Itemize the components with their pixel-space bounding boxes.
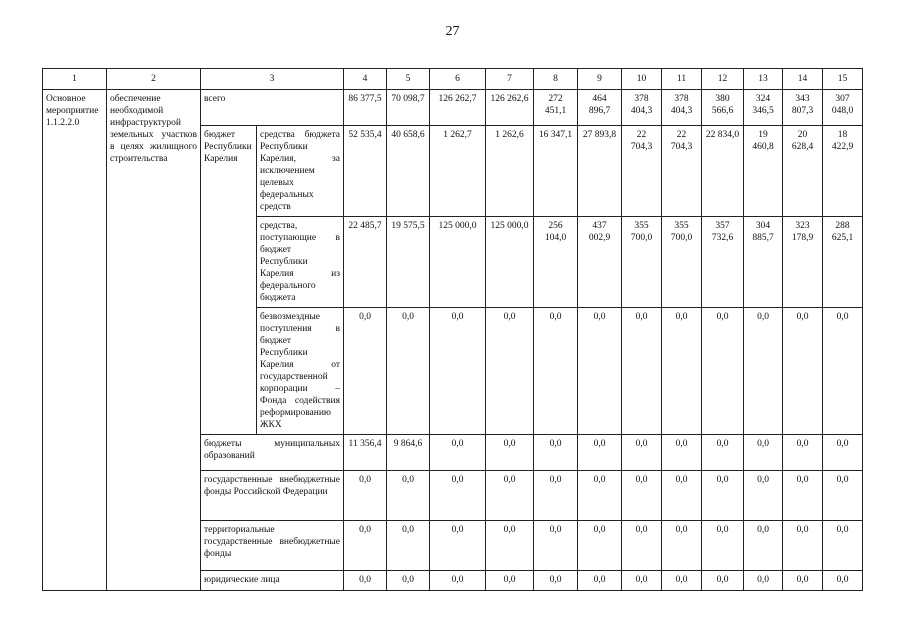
row-label: всего: [201, 90, 344, 126]
header-cell: 5: [387, 69, 430, 90]
value-cell: 0,0: [387, 471, 430, 521]
value-cell: 0,0: [622, 471, 662, 521]
page-number: 27: [445, 24, 460, 39]
value-cell: 22 834,0: [702, 126, 744, 217]
value-cell: 378 404,3: [622, 90, 662, 126]
value-cell: 0,0: [486, 471, 534, 521]
value-cell: 288 625,1: [823, 217, 863, 308]
value-cell: 0,0: [783, 521, 823, 571]
header-cell: 10: [622, 69, 662, 90]
value-cell: 0,0: [534, 435, 578, 471]
row-label: безвозмездные поступления в бюджет Республики Карелия от государственной корпорации – Фонда содействия реформированию ЖКХ: [257, 308, 344, 435]
value-cell: 256 104,0: [534, 217, 578, 308]
value-cell: 0,0: [622, 571, 662, 591]
value-cell: 0,0: [486, 521, 534, 571]
value-cell: 0,0: [702, 521, 744, 571]
row-label: территориальные государственные внебюджетные фонды: [201, 521, 344, 571]
value-cell: 0,0: [534, 471, 578, 521]
value-cell: 125 000,0: [430, 217, 486, 308]
value-cell: 0,0: [702, 471, 744, 521]
value-cell: 343 807,3: [783, 90, 823, 126]
value-cell: 20 628,4: [783, 126, 823, 217]
header-cell: 11: [662, 69, 702, 90]
value-cell: 0,0: [622, 308, 662, 435]
value-cell: 378 404,3: [662, 90, 702, 126]
value-cell: 86 377,5: [344, 90, 387, 126]
value-cell: 0,0: [823, 308, 863, 435]
value-cell: 0,0: [486, 435, 534, 471]
header-cell: 8: [534, 69, 578, 90]
value-cell: 0,0: [783, 571, 823, 591]
value-cell: 0,0: [622, 435, 662, 471]
value-cell: 0,0: [578, 471, 622, 521]
value-cell: 0,0: [430, 471, 486, 521]
value-cell: 0,0: [823, 521, 863, 571]
value-cell: 0,0: [823, 435, 863, 471]
value-cell: 11 356,4: [344, 435, 387, 471]
value-cell: 0,0: [430, 435, 486, 471]
row-label: юридические лица: [201, 571, 344, 591]
value-cell: 0,0: [662, 435, 702, 471]
value-cell: 0,0: [702, 435, 744, 471]
value-cell: 355 700,0: [622, 217, 662, 308]
value-cell: 0,0: [578, 571, 622, 591]
header-cell: 3: [201, 69, 344, 90]
value-cell: 0,0: [662, 471, 702, 521]
value-cell: 0,0: [344, 308, 387, 435]
value-cell: 0,0: [783, 435, 823, 471]
value-cell: 19 575,5: [387, 217, 430, 308]
value-cell: 437 002,9: [578, 217, 622, 308]
value-cell: 126 262,7: [430, 90, 486, 126]
value-cell: 0,0: [430, 308, 486, 435]
value-cell: 0,0: [823, 571, 863, 591]
value-cell: 19 460,8: [744, 126, 783, 217]
value-cell: 0,0: [783, 308, 823, 435]
value-cell: 0,0: [662, 308, 702, 435]
row-label: средства, поступающие в бюджет Республики Карелия из федерального бюджета: [257, 217, 344, 308]
value-cell: 304 885,7: [744, 217, 783, 308]
row-label: государственные внебюджетные фонды Российской Федерации: [201, 471, 344, 521]
value-cell: 380 566,6: [702, 90, 744, 126]
value-cell: 357 732,6: [702, 217, 744, 308]
header-cell: 15: [823, 69, 863, 90]
value-cell: 0,0: [823, 471, 863, 521]
value-cell: 52 535,4: [344, 126, 387, 217]
value-cell: 0,0: [702, 571, 744, 591]
value-cell: 0,0: [344, 471, 387, 521]
value-cell: 40 658,6: [387, 126, 430, 217]
header-cell: 7: [486, 69, 534, 90]
value-cell: 323 178,9: [783, 217, 823, 308]
value-cell: 22 704,3: [662, 126, 702, 217]
value-cell: 0,0: [387, 521, 430, 571]
value-cell: 70 098,7: [387, 90, 430, 126]
value-cell: 126 262,6: [486, 90, 534, 126]
value-cell: 0,0: [534, 308, 578, 435]
row-label: средства бюджета Республики Карелия, за исключением целевых федеральных средств: [257, 126, 344, 217]
value-cell: 272 451,1: [534, 90, 578, 126]
value-cell: 0,0: [430, 521, 486, 571]
value-cell: 0,0: [744, 308, 783, 435]
value-cell: 0,0: [344, 521, 387, 571]
value-cell: 0,0: [387, 308, 430, 435]
value-cell: 307 048,0: [823, 90, 863, 126]
value-cell: 0,0: [534, 571, 578, 591]
value-cell: 0,0: [744, 471, 783, 521]
purpose-cell: обеспечение необходимой инфраструктурой земельных участков в целях жилищного строительства: [107, 90, 201, 591]
value-cell: 464 896,7: [578, 90, 622, 126]
value-cell: 9 864,6: [387, 435, 430, 471]
value-cell: 324 346,5: [744, 90, 783, 126]
value-cell: 355 700,0: [662, 217, 702, 308]
header-cell: 13: [744, 69, 783, 90]
value-cell: 16 347,1: [534, 126, 578, 217]
header-cell: 6: [430, 69, 486, 90]
value-cell: 0,0: [486, 571, 534, 591]
value-cell: 125 000,0: [486, 217, 534, 308]
budget-rk-cell: бюджет Республики Карелия: [201, 126, 257, 435]
value-cell: 0,0: [662, 571, 702, 591]
value-cell: 18 422,9: [823, 126, 863, 217]
value-cell: 0,0: [744, 571, 783, 591]
value-cell: 0,0: [344, 571, 387, 591]
header-cell: 4: [344, 69, 387, 90]
value-cell: 22 485,7: [344, 217, 387, 308]
header-cell: 12: [702, 69, 744, 90]
value-cell: 0,0: [702, 308, 744, 435]
value-cell: 0,0: [578, 308, 622, 435]
header-cell: 2: [107, 69, 201, 90]
value-cell: 1 262,6: [486, 126, 534, 217]
value-cell: 0,0: [744, 521, 783, 571]
value-cell: 0,0: [744, 435, 783, 471]
value-cell: 0,0: [578, 521, 622, 571]
value-cell: 0,0: [783, 471, 823, 521]
header-cell: 1: [43, 69, 107, 90]
header-cell: 14: [783, 69, 823, 90]
header-row: [43, 69, 863, 90]
measure-cell: Основное мероприятие 1.1.2.2.0: [43, 90, 107, 591]
value-cell: 22 704,3: [622, 126, 662, 217]
value-cell: 0,0: [622, 521, 662, 571]
value-cell: 27 893,8: [578, 126, 622, 217]
value-cell: 0,0: [578, 435, 622, 471]
row-label: бюджеты муниципальных образований: [201, 435, 344, 471]
value-cell: 1 262,7: [430, 126, 486, 217]
value-cell: 0,0: [486, 308, 534, 435]
table-row: [43, 90, 863, 126]
value-cell: 0,0: [387, 571, 430, 591]
value-cell: 0,0: [430, 571, 486, 591]
value-cell: 0,0: [662, 521, 702, 571]
budget-table: [42, 68, 863, 591]
value-cell: 0,0: [534, 521, 578, 571]
header-cell: 9: [578, 69, 622, 90]
